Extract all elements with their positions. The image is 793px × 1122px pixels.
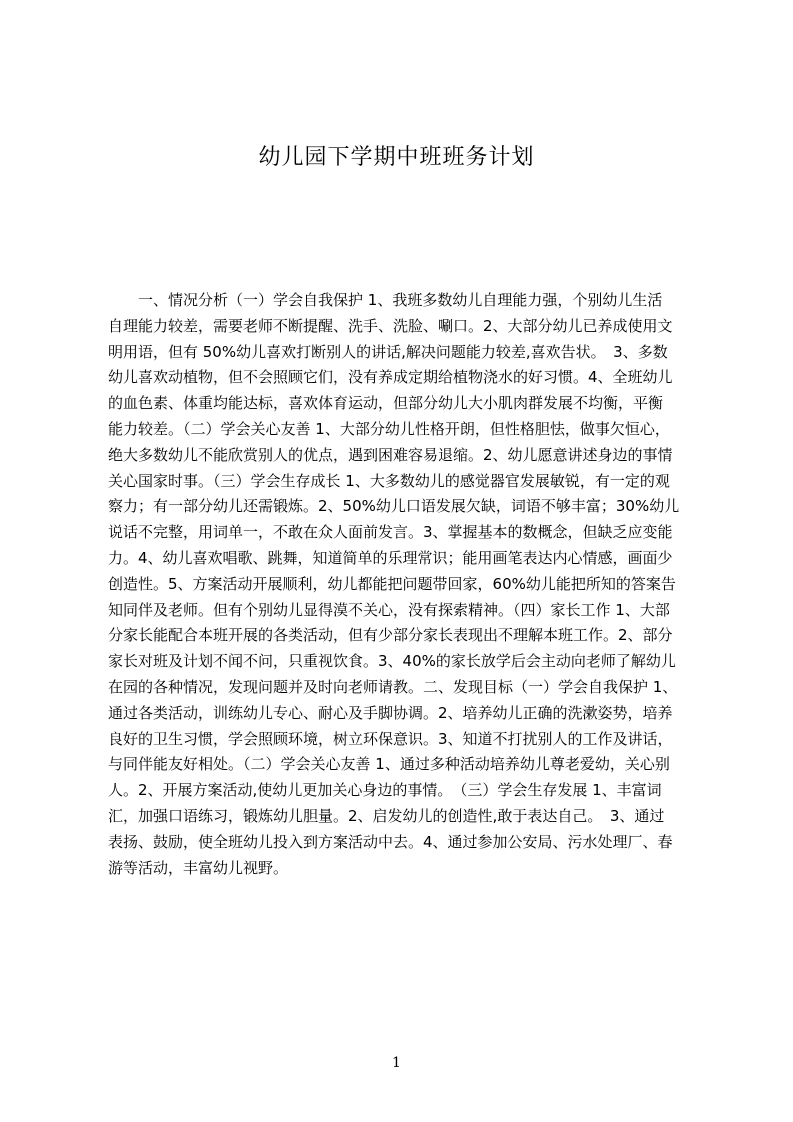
text-line: 关心国家时事。（三）学会生存成长 1、大多数幼儿的感觉器官发展敏锐，有一定的观	[108, 471, 670, 490]
text-line: 能力较差。（二）学会关心友善 1、大部分幼儿性格开朗，但性格胆怯，做事欠恒心，	[108, 419, 670, 438]
text-line: 的血色素、体重均能达标，喜欢体育运动，但部分幼儿大小肌肉群发展不均衡，平衡	[108, 394, 664, 413]
text-line: 创造性。5、方案活动开展顺利，幼儿都能把问题带回家，60%幼儿能把所知的答案告	[108, 574, 676, 593]
text-line: 知同伴及老师。但有个别幼儿显得漠不关心，没有探索精神。（四）家长工作 1、大部	[108, 600, 670, 619]
text-line: 在园的各种情况，发现问题并及时向老师请教。二、发现目标（一）学会自我保护 1、	[108, 677, 678, 696]
page-title: 幼儿园下学期中班班务计划	[258, 145, 535, 170]
text-line: 人。2、开展方案活动,使幼儿更加关心身边的事情。 （三）学会生存发展 1、丰富词	[108, 781, 662, 800]
page-number: 1	[392, 1055, 401, 1071]
text-line: 一、情况分析（一）学会自我保护 1、我班多数幼儿自理能力强，个别幼儿生活	[108, 291, 663, 309]
text-line: 力。4、幼儿喜欢唱歌、跳舞，知道简单的乐理常识；能用画笔表达内心情感，画面少	[108, 548, 673, 567]
body-text	[108, 288, 698, 881]
text-line: 绝大多数幼儿不能欣赏别人的优点，遇到困难容易退缩。2、幼儿愿意讲述身边的事情	[108, 445, 673, 464]
text-line: 明用语，但有 50%幼儿喜欢打断别人的讲话,解决问题能力较差,喜欢告状。 3、多数	[108, 342, 668, 361]
text-line: 汇，加强口语练习，锻炼幼儿胆量。2、启发幼儿的创造性,敢于表达自己。 3、通过	[108, 806, 665, 825]
text-line: 幼儿喜欢动植物，但不会照顾它们，没有养成定期给植物浇水的好习惯。4、全班幼儿	[108, 368, 673, 387]
text-line: 家长对班及计划不闻不问，只重视饮食。3、40%的家长放学后会主动向老师了解幼儿	[108, 652, 676, 671]
text-line: 良好的卫生习惯，学会照顾环境，树立环保意识。3、知道不打扰别人的工作及讲话，	[108, 729, 673, 748]
text-line: 通过各类活动，训练幼儿专心、耐心及手脚协调。2、培养幼儿正确的洗漱姿势，培养	[108, 703, 673, 722]
text-line: 表扬、鼓励，使全班幼儿投入到方案活动中去。4、通过参加公安局、污水处理厂、春	[108, 832, 673, 851]
text-line: 察力；有一部分幼儿还需锻炼。2、50%幼儿口语发展欠缺，词语不够丰富；30%幼儿	[108, 497, 680, 516]
text-line: 说话不完整，用词单一，不敢在众人面前发言。3、掌握基本的数概念，但缺乏应变能	[108, 523, 673, 542]
text-line: 与同伴能友好相处。（二）学会关心友善 1、通过多种活动培养幼儿尊老爱幼，关心别	[108, 755, 670, 774]
text-line: 分家长能配合本班开展的各类活动，但有少部分家长表现出不理解本班工作。2、部分	[108, 626, 673, 645]
text-line: 游等活动，丰富幼儿视野。	[108, 858, 289, 877]
text-line: 自理能力较差，需要老师不断提醒、洗手、洗脸、唰口。2、大部分幼儿已养成使用文	[108, 316, 673, 335]
